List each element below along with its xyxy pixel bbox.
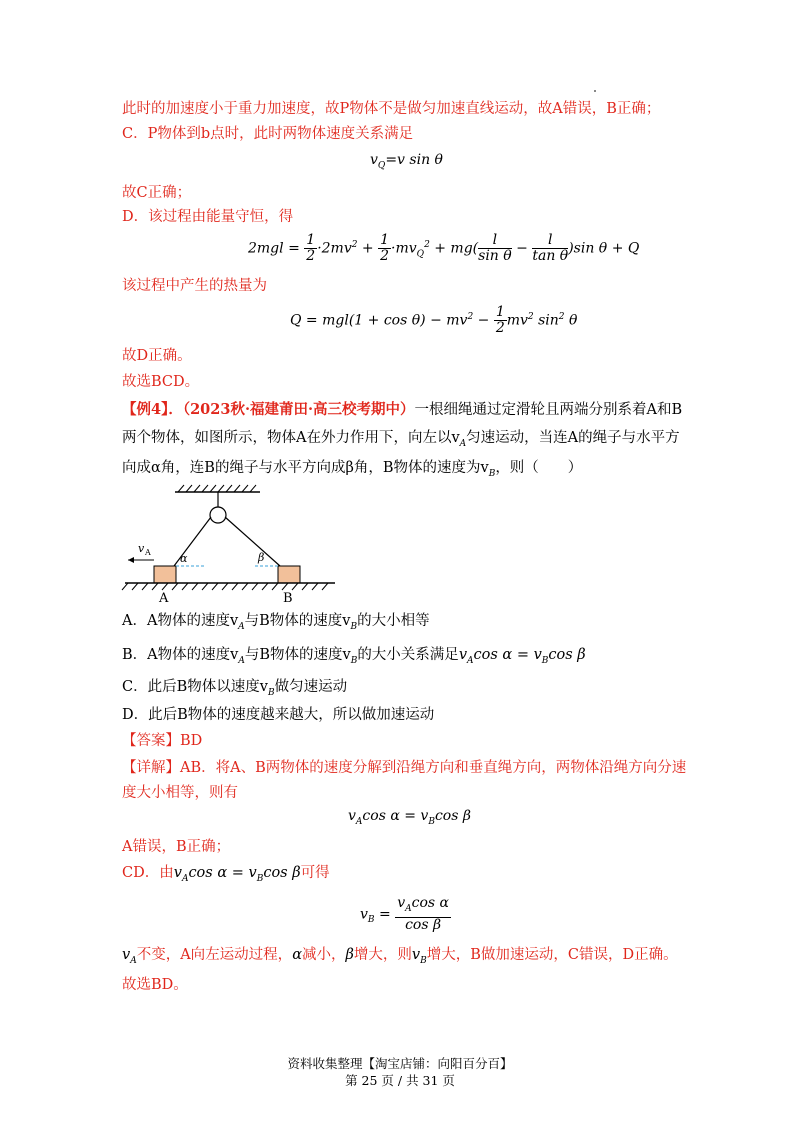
example-line: 向成α角，连B的绳子与水平方向成β角，B物体的速度为$v_B$，则（ ）	[122, 460, 583, 479]
detail-text: 增大，则	[353, 947, 412, 963]
example-text: 匀速运动，当连A的绳子与水平方	[466, 430, 680, 446]
example-line: 两个物体，如图所示，物体A在外力作用下，向左以$v_A$匀速运动，当连A的绳子与水平方	[122, 430, 680, 449]
equation-heat: $Q = mgl(1 + \cos \theta) - mv^2$ − $\frac{1}{2}$ $mv^2$ $\sin^2 \theta$	[290, 304, 578, 336]
text-line: 该过程中产生的热量为	[122, 278, 267, 294]
label-A: A	[159, 591, 169, 606]
text-line: 故D正确。	[122, 348, 192, 364]
detail-line: CD．由$v_A\cos$ $\alpha = v_B\cos$ β可得	[122, 865, 330, 884]
example-text: 向成α角，连B的绳子与水平方向成β角，B物体的速度为v	[122, 460, 489, 476]
example-text: ，则（ ）	[495, 460, 583, 476]
option-text: B．A物体的速度v	[122, 647, 239, 663]
equation-vq: $v_Q=v$ sin θ	[370, 152, 443, 171]
example-text: 两个物体，如图所示，物体A在外力作用下，向左以v	[122, 430, 460, 446]
detail-line: 【详解】AB．将A、B两物体的速度分解到沿绳方向和垂直绳方向，两物体沿绳方向分速	[122, 760, 687, 776]
option-text: 与B物体的速度v	[244, 613, 351, 629]
detail-text: CD．由	[122, 865, 174, 881]
block-B	[278, 566, 300, 583]
detail-line: 故选BD。	[122, 977, 188, 993]
example-header	[122, 400, 682, 420]
block-A	[154, 566, 176, 583]
detail-text: 增大，B做加速运动，C错误，D正确。	[426, 947, 678, 963]
option-text: 的大小关系满足	[357, 647, 459, 663]
pulley-figure	[120, 482, 340, 607]
label-va: v	[138, 542, 145, 555]
text-line: 故C正确；	[122, 185, 192, 201]
detail-line: $v_A$不变，A向左运动过程，α减小，β增大，则$v_B$增大，B做加速运动，C错误，D正确。	[122, 947, 678, 966]
footer-source: 资料收集整理【淘宝店铺：向阳百分百】	[287, 1056, 513, 1071]
option-text: 做匀速运动	[274, 679, 348, 695]
equation-relation: $v_A\cos$ $\alpha = v_B\cos$ β	[348, 808, 471, 827]
option-d: D．此后B物体的速度越来越大，所以做加速运动	[122, 707, 435, 723]
detail-text: 可得	[300, 865, 330, 881]
label-alpha: α	[180, 552, 188, 565]
example-text: 一根细绳通过定滑轮且两端分别系着A和B	[414, 402, 683, 418]
label-va-sub: A	[145, 548, 151, 557]
option-text: C．此后B物体以速度v	[122, 679, 268, 695]
detail-line: A错误，B正确；	[122, 839, 231, 855]
text-line: D．该过程由能量守恒，得	[122, 209, 294, 225]
detail-text: 减小，	[301, 947, 346, 963]
text-line: 此时的加速度小于重力加速度，故P物体不是做匀加速直线运动，故A错误，B正确；	[122, 101, 661, 117]
text-line: 故选BCD。	[122, 374, 200, 390]
detail-line: 度大小相等，则有	[122, 785, 238, 801]
equation-energy: 2mgl = $\frac{1}{2}$ $\cdot 2mv^2$ + $\frac{1}{2}$ $\cdot mv_Q^2 + mg$( $\frac{l}{\text{sin θ}}$ − $\frac{l}{\text{tan θ}}$ )sin θ + Q	[248, 232, 640, 264]
option-a: A．A物体的速度$v_A$与B物体的速度$v_B$的大小相等	[122, 613, 430, 632]
option-text: 与B物体的速度v	[244, 647, 351, 663]
label-B: B	[283, 591, 293, 606]
text-line: C．P物体到b点时，此时两物体速度关系满足	[122, 126, 414, 142]
option-text: 的大小相等	[357, 613, 430, 629]
answer: 【答案】BD	[122, 733, 203, 749]
example-label: 【例4】．（2023秋·福建莆田·高三校考期中）	[122, 401, 415, 418]
label-beta: β	[258, 551, 265, 564]
speck	[594, 90, 596, 92]
option-text: A．A物体的速度v	[122, 613, 239, 629]
equation-vb: $v_B$ = $\frac{v_A\cos \alpha}{\text{cos β}}$	[360, 895, 449, 933]
detail-text: 不变，A向左运动过程，	[136, 947, 293, 963]
option-b: B．A物体的速度$v_A$与B物体的速度$v_B$的大小关系满足$v_A\cos$ $\alpha = v_B\cos$ β	[122, 647, 586, 666]
footer-page-number: 第 25 页 / 共 31 页	[345, 1073, 455, 1088]
option-c: C．此后B物体以速度$v_B$做匀速运动	[122, 679, 348, 698]
